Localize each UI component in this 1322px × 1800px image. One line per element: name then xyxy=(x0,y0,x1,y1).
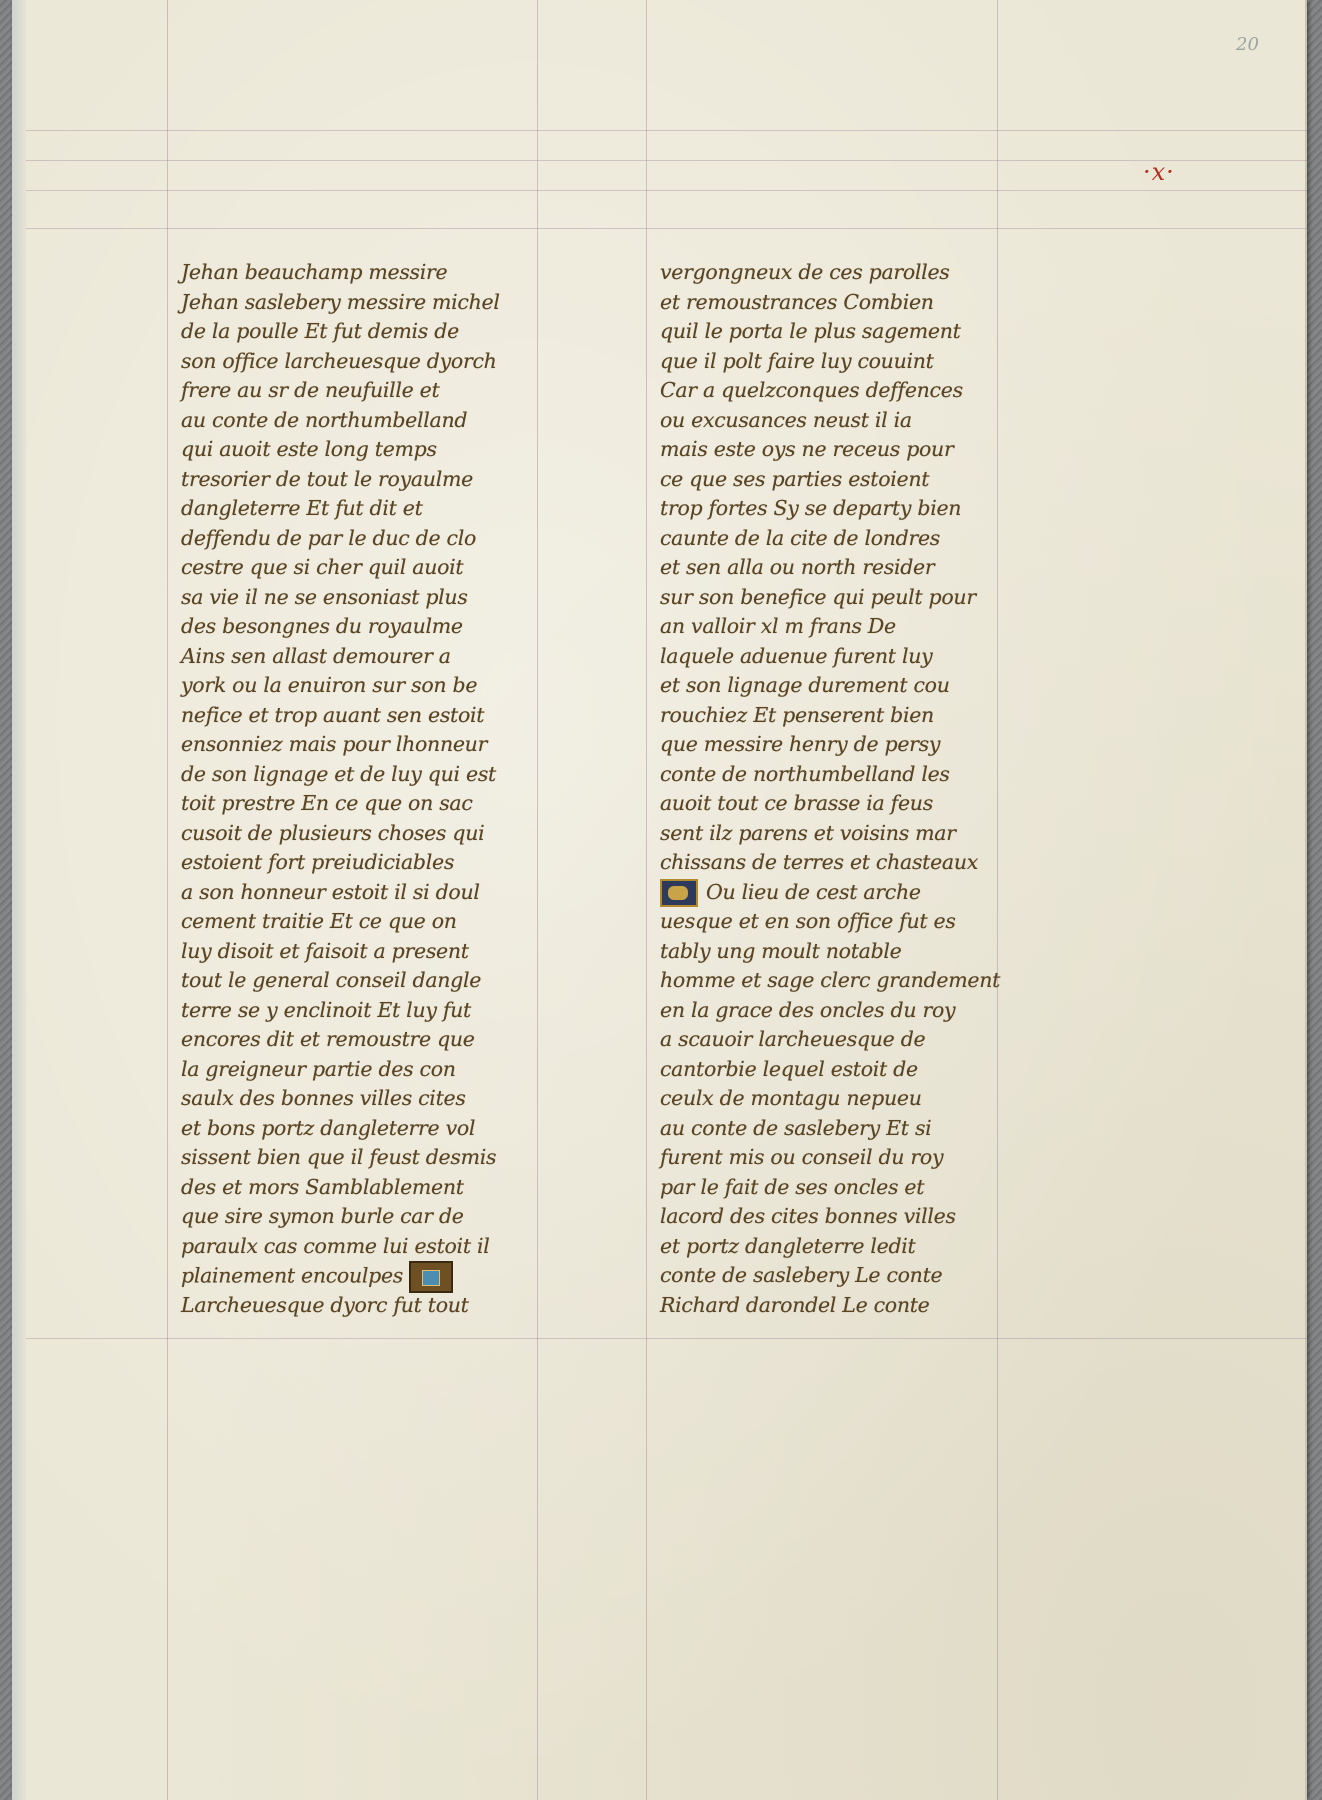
text-line-left xyxy=(181,1232,576,1262)
text-line-left xyxy=(181,317,576,347)
line-text: Jehan saslebery messire michel xyxy=(181,289,500,314)
line-text: que sire symon burle car de xyxy=(181,1204,464,1228)
line-text: ensonniez mais pour lhonneur xyxy=(181,732,488,756)
line-text: sissent bien que il feust desmis xyxy=(181,1145,497,1169)
text-line-left xyxy=(181,435,576,465)
line-text: et son lignage durement cou xyxy=(660,673,950,697)
text-line-right xyxy=(660,347,1055,377)
text-line-left xyxy=(181,848,576,878)
text-line-left xyxy=(181,553,576,583)
text-line-right xyxy=(660,1202,1055,1232)
text-line-right xyxy=(660,1232,1055,1262)
text-line-left xyxy=(181,376,576,406)
line-text: rouchiez Et penserent bien xyxy=(660,702,934,727)
line-text: luy disoit et faisoit a present xyxy=(181,938,469,963)
line-text: sa vie il ne se ensoniast plus xyxy=(181,584,468,609)
text-line-right xyxy=(660,612,1055,642)
line-text: cement traitie Et ce que on xyxy=(181,909,457,933)
text-line-right xyxy=(660,583,1055,613)
line-text: tably ung moult notable xyxy=(660,938,902,963)
text-line-left xyxy=(181,996,576,1026)
line-text: que il polt faire luy couuint xyxy=(660,348,934,373)
text-line-left xyxy=(181,612,576,642)
line-text: saulx des bonnes villes cites xyxy=(181,1086,466,1110)
line-text: homme et sage clerc grandement xyxy=(660,968,1001,992)
text-line-right xyxy=(660,494,1055,524)
line-text: cusoit de plusieurs choses qui xyxy=(181,820,485,845)
text-line-right xyxy=(660,819,1055,849)
line-text: sent ilz parens et voisins mar xyxy=(660,820,956,845)
line-text: paraulx cas comme lui estoit il xyxy=(181,1233,490,1258)
text-line-left xyxy=(181,406,576,436)
text-line-right xyxy=(660,465,1055,495)
line-text: cantorbie lequel estoit de xyxy=(660,1056,918,1081)
text-line-left xyxy=(181,701,576,731)
ruling-line xyxy=(26,190,1307,191)
line-text: quil le porta le plus sagement xyxy=(660,319,961,343)
line-text: nefice et trop auant sen estoit xyxy=(181,702,485,727)
text-line-right xyxy=(660,848,1055,878)
text-line-left xyxy=(181,1143,576,1173)
line-text: son office larcheuesque dyorch xyxy=(181,348,497,373)
text-line-right xyxy=(660,317,1055,347)
line-text: en la grace des oncles du roy xyxy=(660,997,956,1022)
text-column-right xyxy=(660,258,1055,1320)
text-line-left xyxy=(181,878,576,908)
text-line-right xyxy=(660,1114,1055,1144)
line-text: trop fortes Sy se departy bien xyxy=(660,496,962,520)
line-text: Ains sen allast demourer a xyxy=(181,643,451,668)
line-text: plainement encoulpes xyxy=(181,1263,404,1288)
line-text: a son honneur estoit il si doul xyxy=(181,879,480,904)
line-text: mais este oys ne receus pour xyxy=(660,437,954,461)
line-text: encores dit et remoustre que xyxy=(181,1027,475,1051)
line-text: laquele aduenue furent luy xyxy=(660,643,933,668)
line-text: toit prestre En ce que on sac xyxy=(181,791,473,815)
line-text: au conte de northumbelland xyxy=(181,407,468,432)
text-line-left xyxy=(181,966,576,996)
text-line-right xyxy=(660,730,1055,760)
text-line-right xyxy=(660,937,1055,967)
text-line-left xyxy=(181,465,576,495)
text-line-left xyxy=(181,642,576,672)
ruling-line xyxy=(26,160,1307,161)
text-line-right xyxy=(660,996,1055,1026)
line-text: terre se y enclinoit Et luy fut xyxy=(181,997,471,1022)
text-line-right xyxy=(660,671,1055,701)
line-text: des besongnes du royaulme xyxy=(181,614,463,638)
text-line-left xyxy=(181,819,576,849)
text-line-right xyxy=(660,524,1055,554)
text-line-left xyxy=(181,937,576,967)
text-line-right xyxy=(660,288,1055,318)
manuscript-page xyxy=(12,0,1307,1800)
line-text: auoit tout ce brasse ia feus xyxy=(660,791,933,815)
line-text: la greigneur partie des con xyxy=(181,1056,456,1081)
line-text: que messire henry de persy xyxy=(660,732,941,756)
text-line-left xyxy=(181,730,576,760)
text-line-left xyxy=(181,1025,576,1055)
line-text: a scauoir larcheuesque de xyxy=(660,1027,926,1051)
line-text: ou excusances neust il ia xyxy=(660,407,912,432)
line-text: an valloir xl m frans De xyxy=(660,614,896,638)
text-line-left xyxy=(181,1173,576,1203)
text-line-right xyxy=(660,789,1055,819)
line-text: Ou lieu de cest arche xyxy=(706,879,921,904)
page-gutter xyxy=(12,0,26,1800)
line-text: de la poulle Et fut demis de xyxy=(181,319,459,343)
folio-number: 20 xyxy=(1236,34,1259,55)
text-line-right xyxy=(660,1173,1055,1203)
text-line-right xyxy=(660,907,1055,937)
line-text: dangleterre Et fut dit et xyxy=(181,496,423,520)
line-text: tout le general conseil dangle xyxy=(181,968,482,992)
line-text: frere au sr de neufuille et xyxy=(181,378,440,402)
text-line-right xyxy=(660,642,1055,672)
text-line-right xyxy=(660,760,1055,790)
ruling-line xyxy=(646,0,647,1800)
line-text: estoient fort preiudiciables xyxy=(181,850,455,874)
text-line-left xyxy=(181,1055,576,1085)
ruling-line xyxy=(26,1338,1307,1339)
text-line-left xyxy=(181,671,576,701)
text-line-left xyxy=(181,1114,576,1144)
text-line-right xyxy=(660,701,1055,731)
text-line-left xyxy=(181,583,576,613)
ruling-line xyxy=(26,130,1307,131)
ruling-line xyxy=(167,0,168,1800)
line-text: des et mors Samblablement xyxy=(181,1174,464,1199)
line-text: sur son benefice qui peult pour xyxy=(660,584,976,609)
line-text: au conte de saslebery Et si xyxy=(660,1115,932,1140)
text-line-right xyxy=(660,1025,1055,1055)
text-line-left xyxy=(181,494,576,524)
line-text: de son lignage et de luy qui est xyxy=(181,761,496,786)
ruling-line xyxy=(26,228,1307,229)
line-text: york ou la enuiron sur son be xyxy=(181,673,478,697)
line-text: conte de northumbelland les xyxy=(660,761,950,786)
text-line-right xyxy=(660,1084,1055,1114)
line-text: et bons portz dangleterre vol xyxy=(181,1115,476,1140)
line-text: uesque et en son office fut es xyxy=(660,909,956,933)
line-text: qui auoit este long temps xyxy=(181,437,437,461)
illuminated-mark-icon xyxy=(409,1261,453,1293)
text-line-right xyxy=(660,376,1055,406)
text-line-left xyxy=(181,760,576,790)
line-text: Jehan beauchamp messire xyxy=(181,260,448,284)
line-text: furent mis ou conseil du roy xyxy=(660,1145,944,1169)
decorated-initial-icon xyxy=(660,879,698,907)
line-text: Larcheuesque dyorc fut tout xyxy=(181,1292,469,1317)
text-line-left xyxy=(181,1084,576,1114)
text-line-right xyxy=(660,966,1055,996)
text-line-right xyxy=(660,553,1055,583)
line-text: chissans de terres et chasteaux xyxy=(660,850,979,874)
text-line-right xyxy=(660,1143,1055,1173)
line-text: Richard darondel Le conte xyxy=(660,1292,930,1317)
text-line-left xyxy=(181,1202,576,1232)
line-text: et remoustrances Combien xyxy=(660,289,934,314)
text-line-left xyxy=(181,789,576,819)
line-text: par le fait de ses oncles et xyxy=(660,1174,925,1199)
line-text: et portz dangleterre ledit xyxy=(660,1233,916,1258)
line-text: conte de saslebery Le conte xyxy=(660,1263,943,1287)
text-line-left xyxy=(181,1261,576,1291)
chapter-marker: ·x· xyxy=(1143,158,1175,186)
text-line-left xyxy=(181,347,576,377)
line-text: ceulx de montagu nepueu xyxy=(660,1086,922,1110)
text-line-right xyxy=(660,1261,1055,1291)
line-text: et sen alla ou north resider xyxy=(660,555,935,579)
text-line-right xyxy=(660,878,1055,908)
line-text: Car a quelzconques deffences xyxy=(660,378,963,402)
line-text: ce que ses parties estoient xyxy=(660,466,930,491)
line-text: deffendu de par le duc de clo xyxy=(181,525,477,550)
text-line-left xyxy=(181,524,576,554)
text-line-right xyxy=(660,435,1055,465)
text-line-right xyxy=(660,1055,1055,1085)
line-text: cestre que si cher quil auoit xyxy=(181,555,464,579)
line-text: lacord des cites bonnes villes xyxy=(660,1204,956,1228)
text-line-left xyxy=(181,258,576,288)
line-text: caunte de la cite de londres xyxy=(660,525,941,550)
text-line-right xyxy=(660,1291,1055,1321)
text-line-right xyxy=(660,406,1055,436)
line-text: tresorier de tout le royaulme xyxy=(181,466,473,491)
text-line-left xyxy=(181,1291,576,1321)
text-line-right xyxy=(660,258,1055,288)
text-column-left xyxy=(181,258,576,1320)
line-text: vergongneux de ces parolles xyxy=(660,260,950,284)
text-line-left xyxy=(181,907,576,937)
text-line-left xyxy=(181,288,576,318)
